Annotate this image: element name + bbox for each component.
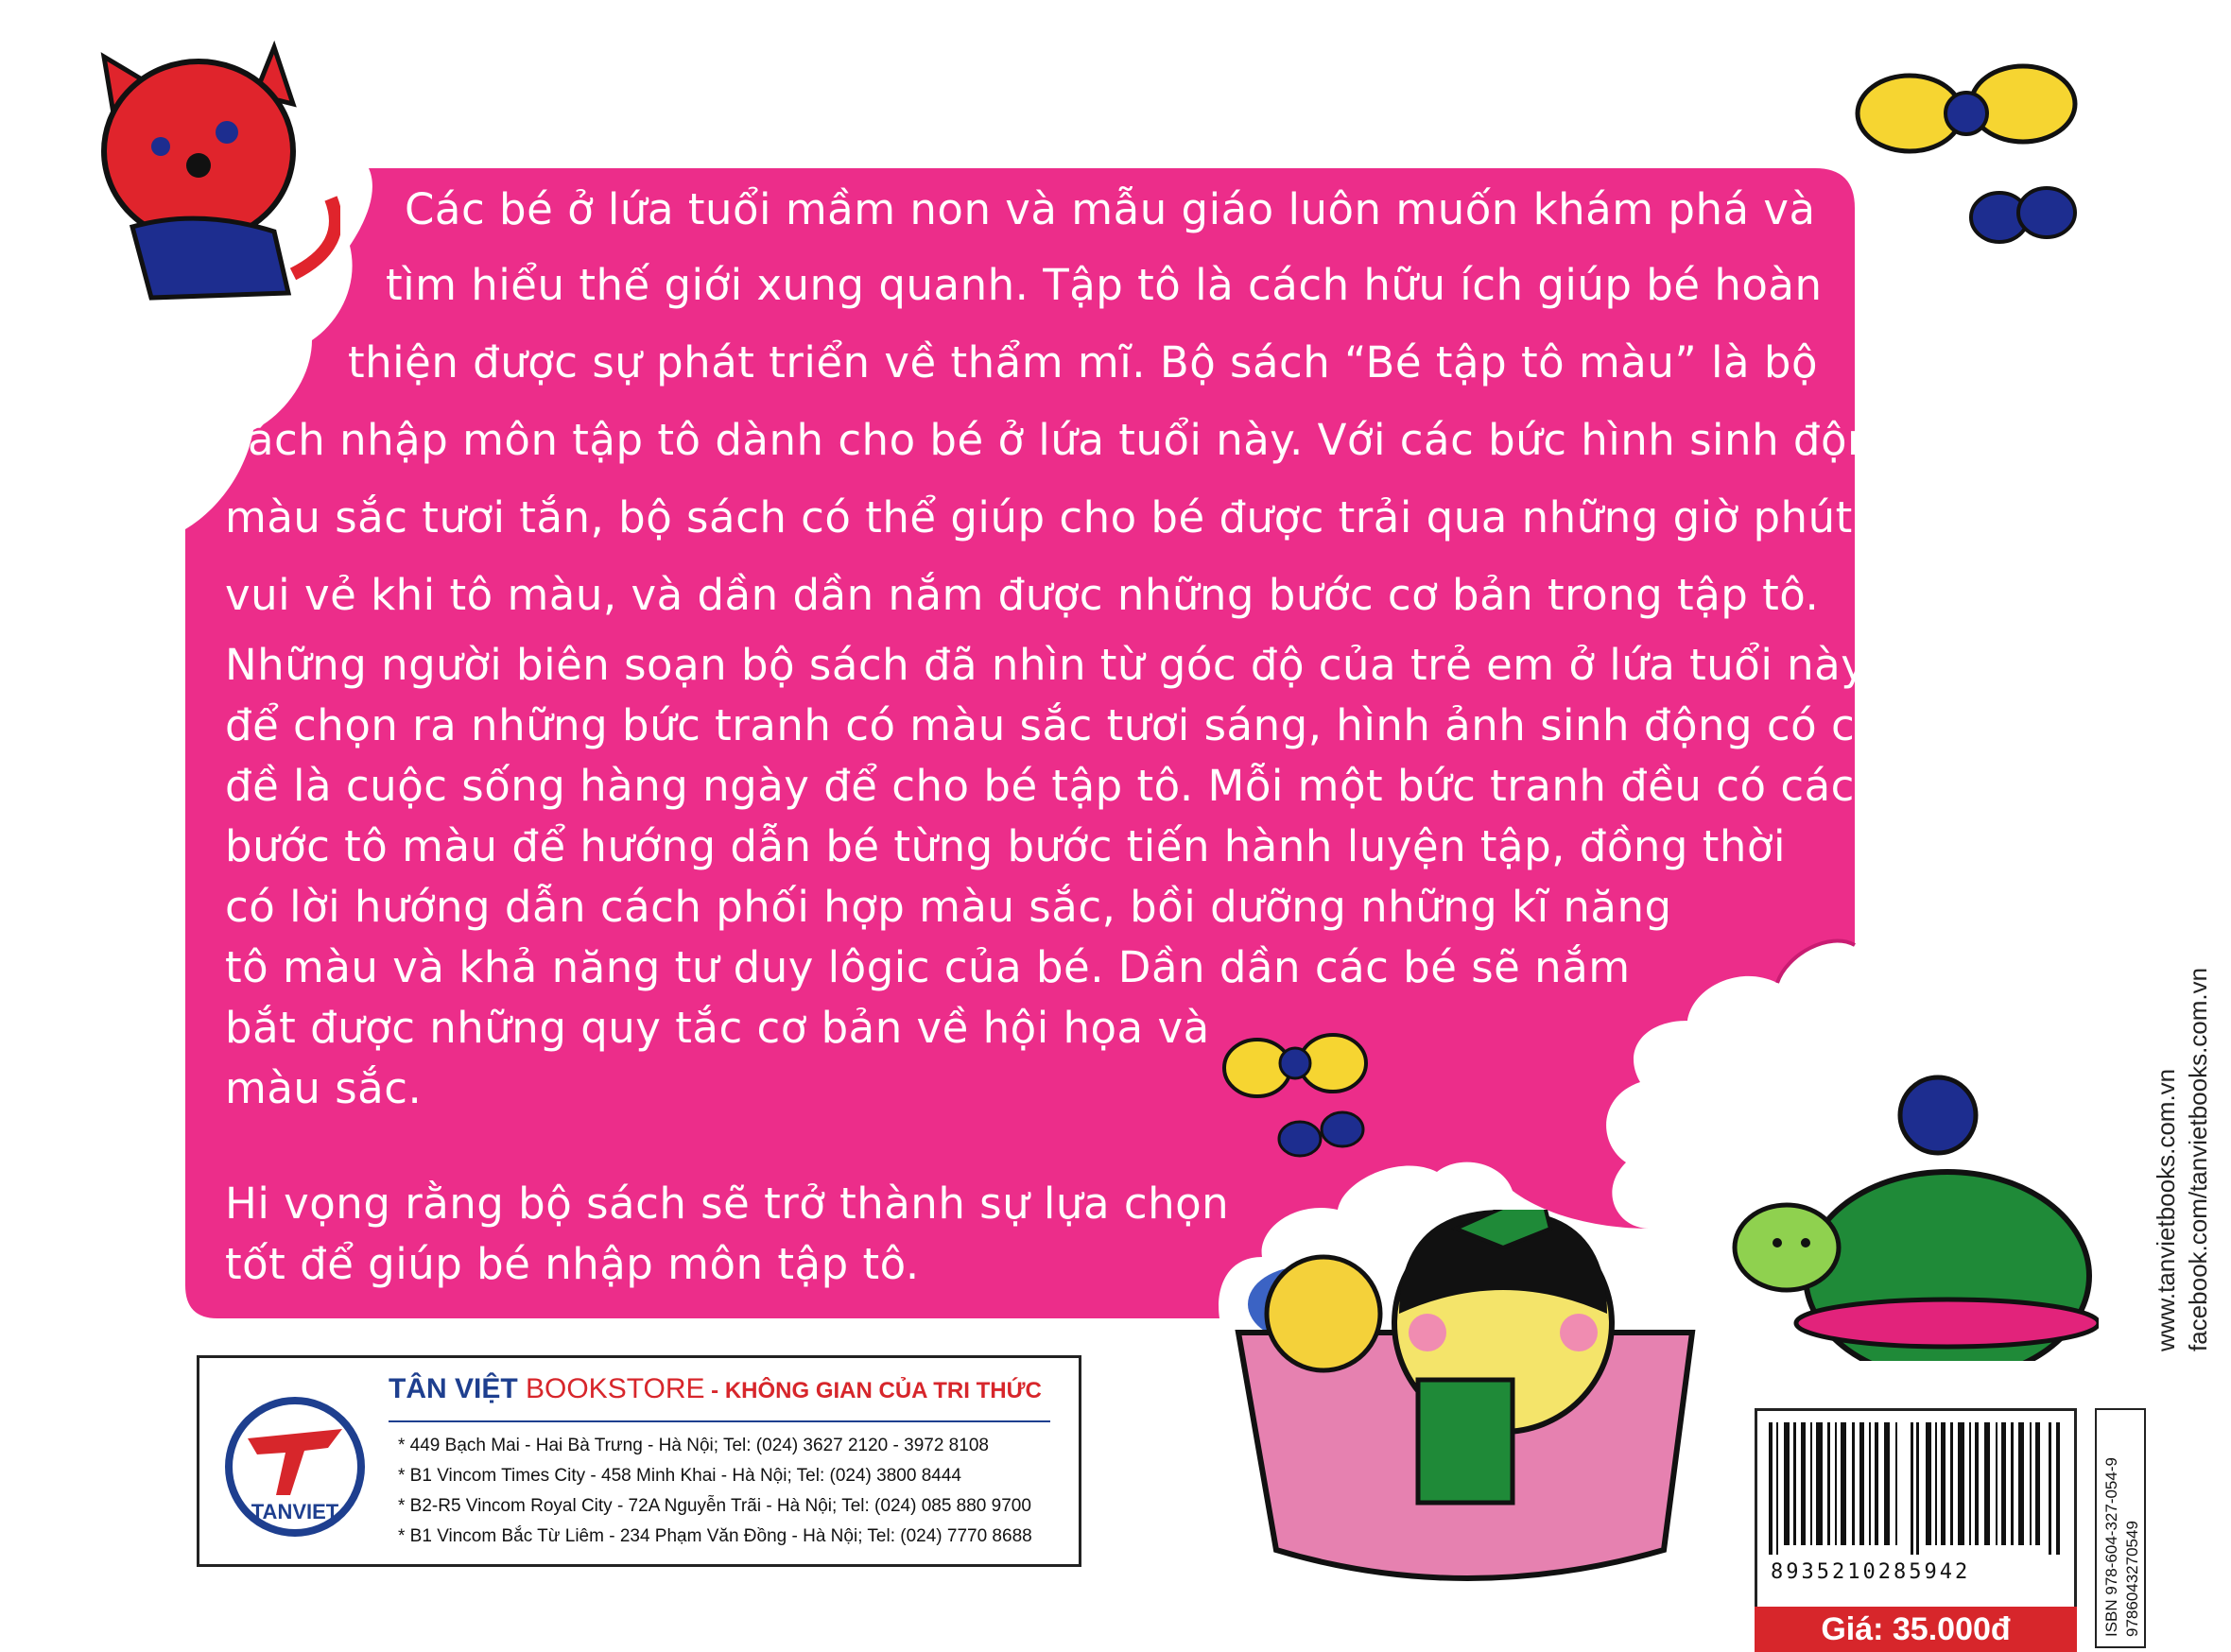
blue-butterfly-icon [1966, 170, 2080, 274]
barcode-bars [1769, 1422, 2062, 1555]
store-suffix: BOOKSTORE [517, 1373, 705, 1404]
logo-text: TANVIET [251, 1500, 339, 1523]
girl-bathtub-illustration [1219, 1210, 1749, 1607]
text-line: vui vẻ khi tô màu, và dần dần nắm được những bước cơ bản trong tập tô. [225, 570, 1820, 620]
text-line: bước tô màu để hướng dẫn bé từng bước tiến hành luyện tập, đồng thời [225, 821, 1786, 871]
price-label: Giá: 35.000đ [1755, 1607, 2077, 1652]
facebook-url: facebook.com/tanvietbooks.com.vn [2184, 967, 2212, 1351]
ean-number: 8935210285942 [1771, 1560, 1971, 1584]
butterfly-icon [1853, 47, 2099, 180]
bookstore-info-box [197, 1355, 1081, 1567]
text-line: Những người biên soạn bộ sách đã nhìn từ góc độ của trẻ em ở lứa tuổi này [225, 640, 1867, 690]
website-url: www.tanvietbooks.com.vn [2152, 1068, 2180, 1351]
isbn-box [2095, 1408, 2146, 1648]
text-line: màu sắc tươi tắn, bộ sách có thể giúp cho bé được trải qua những giờ phút [225, 492, 1853, 542]
tanviet-logo [224, 1396, 366, 1538]
text-line: để chọn ra những bức tranh có màu sắc tươi sáng, hình ảnh sinh động có chủ [225, 700, 1911, 750]
text-line: có lời hướng dẫn cách phối hợp màu sắc, bồi dưỡng những kĩ năng [225, 882, 1672, 932]
text-line: tìm hiểu thế giới xung quanh. Tập tô là cách hữu ích giúp bé hoàn [386, 260, 1823, 310]
store-title [389, 1373, 1042, 1405]
red-cat-illustration [57, 38, 340, 321]
text-line: đề là cuộc sống hàng ngày để cho bé tập tô. Mỗi một bức tranh đều có các [225, 761, 1855, 811]
address-line: * B1 Vincom Bắc Từ Liêm - 234 Phạm Văn Đồng - Hà Nội; Tel: (024) 7770 8688 [398, 1526, 1032, 1546]
barcode [1755, 1408, 2077, 1612]
address-line: * 449 Bạch Mai - Hai Bà Trưng - Hà Nội; Tel: (024) 3627 2120 - 3972 8108 [398, 1436, 989, 1455]
isbn-number: 9786043270549 [2123, 1521, 2141, 1637]
text-line: màu sắc. [225, 1063, 423, 1113]
store-name: TÂN VIỆT [389, 1373, 518, 1404]
text-line: bắt được những quy tắc cơ bản về hội họa và [225, 1003, 1210, 1053]
text-line: Hi vọng rằng bộ sách sẽ trở thành sự lựa chọn [225, 1179, 1230, 1229]
address-line: * B2-R5 Vincom Royal City - 72A Nguyễn Trãi - Hà Nội; Tel: (024) 085 880 9700 [398, 1496, 1031, 1516]
text-line: Các bé ở lứa tuổi mầm non và mẫu giáo luôn muốn khám phá và [405, 184, 1816, 234]
text-line: tốt để giúp bé nhập môn tập tô. [225, 1239, 920, 1289]
text-line: tô màu và khả năng tư duy lôgic của bé. Dần dần các bé sẽ nắm [225, 942, 1631, 992]
store-slogan: - KHÔNG GIAN CỦA TRI THỨC [704, 1378, 1042, 1403]
isbn-text: ISBN 978-604-327-054-9 [2102, 1457, 2120, 1637]
address-line: * B1 Vincom Times City - 458 Minh Khai - Hà Nội; Tel: (024) 3800 8444 [398, 1466, 961, 1486]
text-line: thiện được sự phát triển về thẩm mĩ. Bộ sách “Bé tập tô màu” là bộ [348, 337, 1819, 387]
small-butterfly-icon [1219, 1011, 1380, 1172]
turtle-illustration [1721, 1058, 2099, 1361]
divider [389, 1420, 1050, 1422]
text-line: sách nhập môn tập tô dành cho bé ở lứa tuổi này. Với các bức hình sinh động, [225, 415, 1916, 465]
